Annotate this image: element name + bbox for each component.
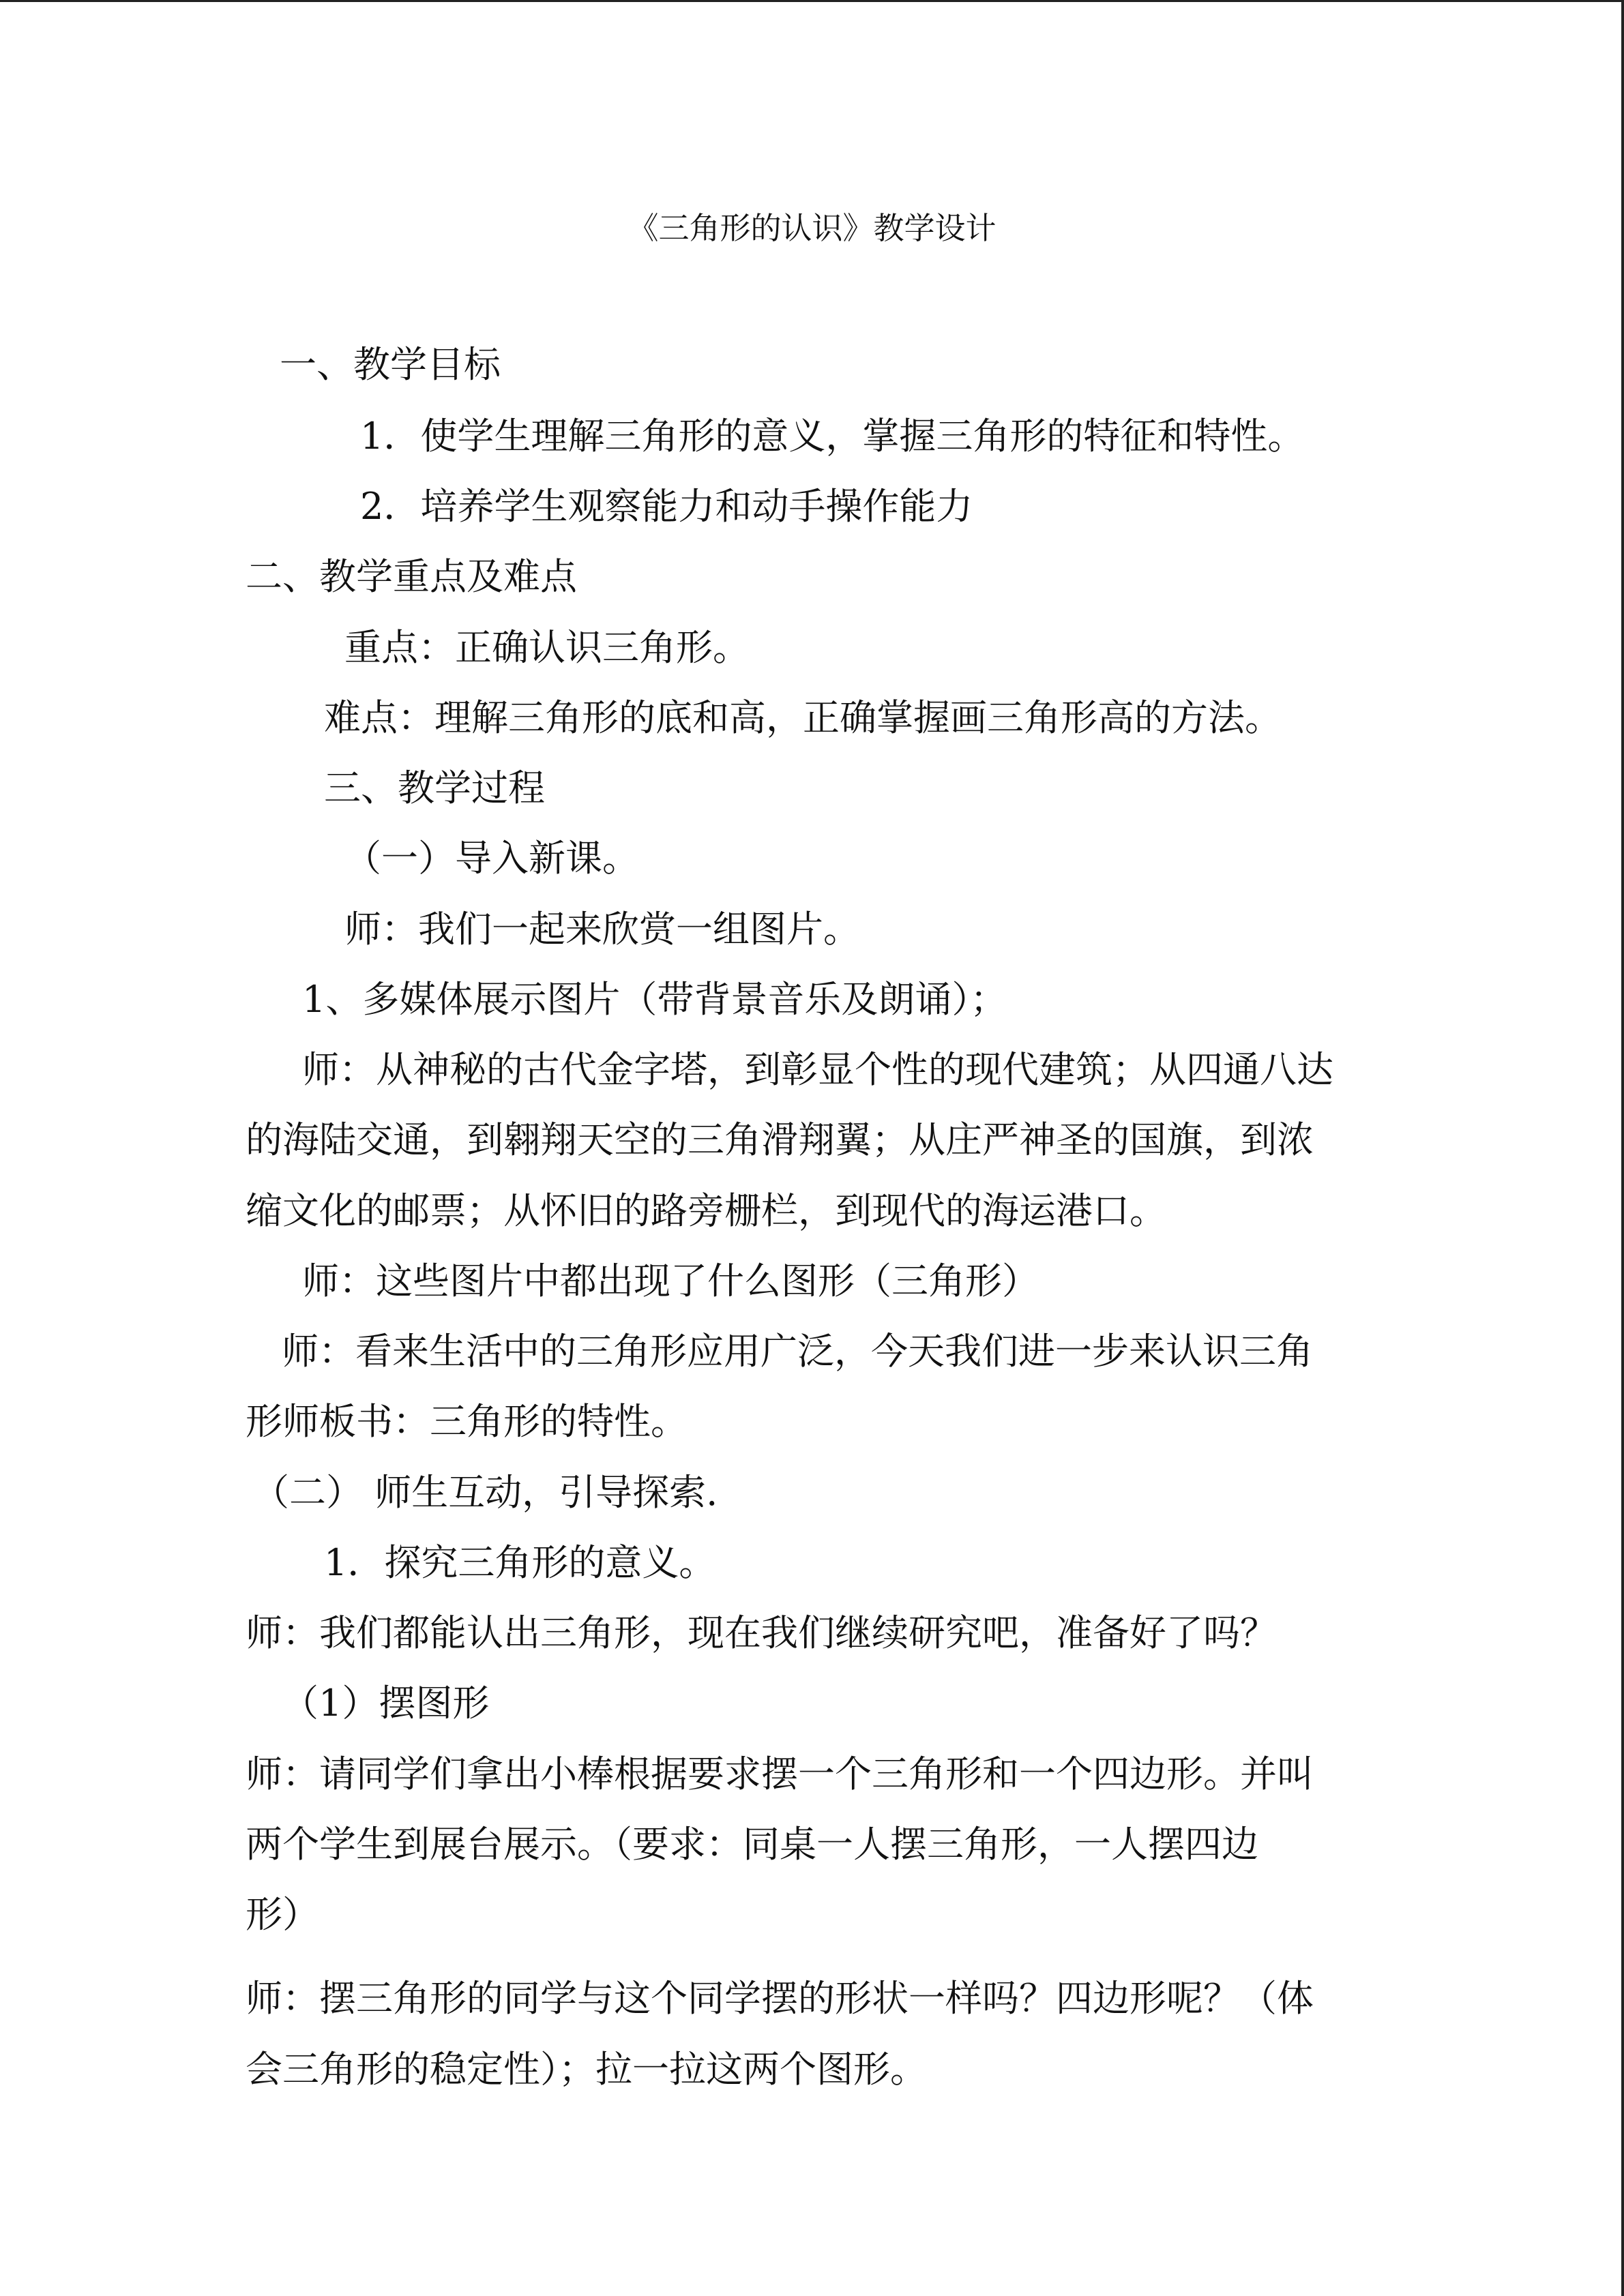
paragraph-line: 会三角形的稳定性）；拉一拉这两个图形。	[246, 2048, 927, 2091]
paragraph-line: 师：看来生活中的三角形应用广泛，今天我们进一步来认识三角	[282, 1330, 1313, 1373]
paragraph-line: 缩文化的邮票；从怀旧的路旁栅栏，到现代的海运港口。	[246, 1189, 1166, 1232]
paragraph-line: 师：摆三角形的同学与这个同学摆的形状一样吗？四边形呢？（体	[246, 1977, 1314, 2020]
heading-teaching-process: 三、教学过程	[324, 766, 545, 809]
paragraph-line: 师：这些图片中都出现了什么图形（三角形）	[302, 1259, 1039, 1302]
heading-teaching-goals: 一、教学目标	[280, 343, 501, 386]
paragraph-line: 师：从神秘的古代金字塔，到彰显个性的现代建筑；从四通八达	[302, 1048, 1333, 1091]
paragraph-line: 师：请同学们拿出小棒根据要求摆一个三角形和一个四边形。并叫	[246, 1753, 1314, 1795]
heading-key-points: 二、教学重点及难点	[246, 555, 577, 598]
top-border	[0, 0, 1624, 2]
section-interaction: （二） 师生互动，引导探索.	[252, 1471, 718, 1514]
paragraph-line: （1）摆图形	[282, 1682, 490, 1725]
paragraph-line: 形）	[246, 1893, 319, 1936]
paragraph-line: 形师板书：三角形的特性。	[246, 1400, 688, 1443]
paragraph-line: 1．探究三角形的意义。	[324, 1541, 716, 1584]
goal-item-1: 1．使学生理解三角形的意义，掌握三角形的特征和特性。	[360, 415, 1305, 458]
difficult-point: 难点：理解三角形的底和高，正确掌握画三角形高的方法。	[324, 696, 1282, 739]
paragraph-line: 的海陆交通，到翱翔天空的三角滑翔翼；从庄严神圣的国旗，到浓	[246, 1118, 1314, 1161]
right-border	[1621, 0, 1624, 2296]
paragraph-line: 1、多媒体展示图片（带背景音乐及朗诵）；	[302, 978, 1007, 1021]
goal-item-2: 2．培养学生观察能力和动手操作能力	[360, 485, 973, 528]
section-introduction: （一）导入新课。	[344, 837, 639, 880]
paragraph-line: 师：我们一起来欣赏一组图片。	[344, 908, 860, 951]
paragraph-line: 师：我们都能认出三角形，现在我们继续研究吧，准备好了吗？	[246, 1611, 1277, 1654]
key-point: 重点：正确认识三角形。	[344, 626, 750, 669]
document-title: 《三角形的认识》教学设计	[628, 210, 996, 246]
paragraph-line: 两个学生到展台展示。（要求：同桌一人摆三角形，一人摆四边	[246, 1823, 1258, 1866]
